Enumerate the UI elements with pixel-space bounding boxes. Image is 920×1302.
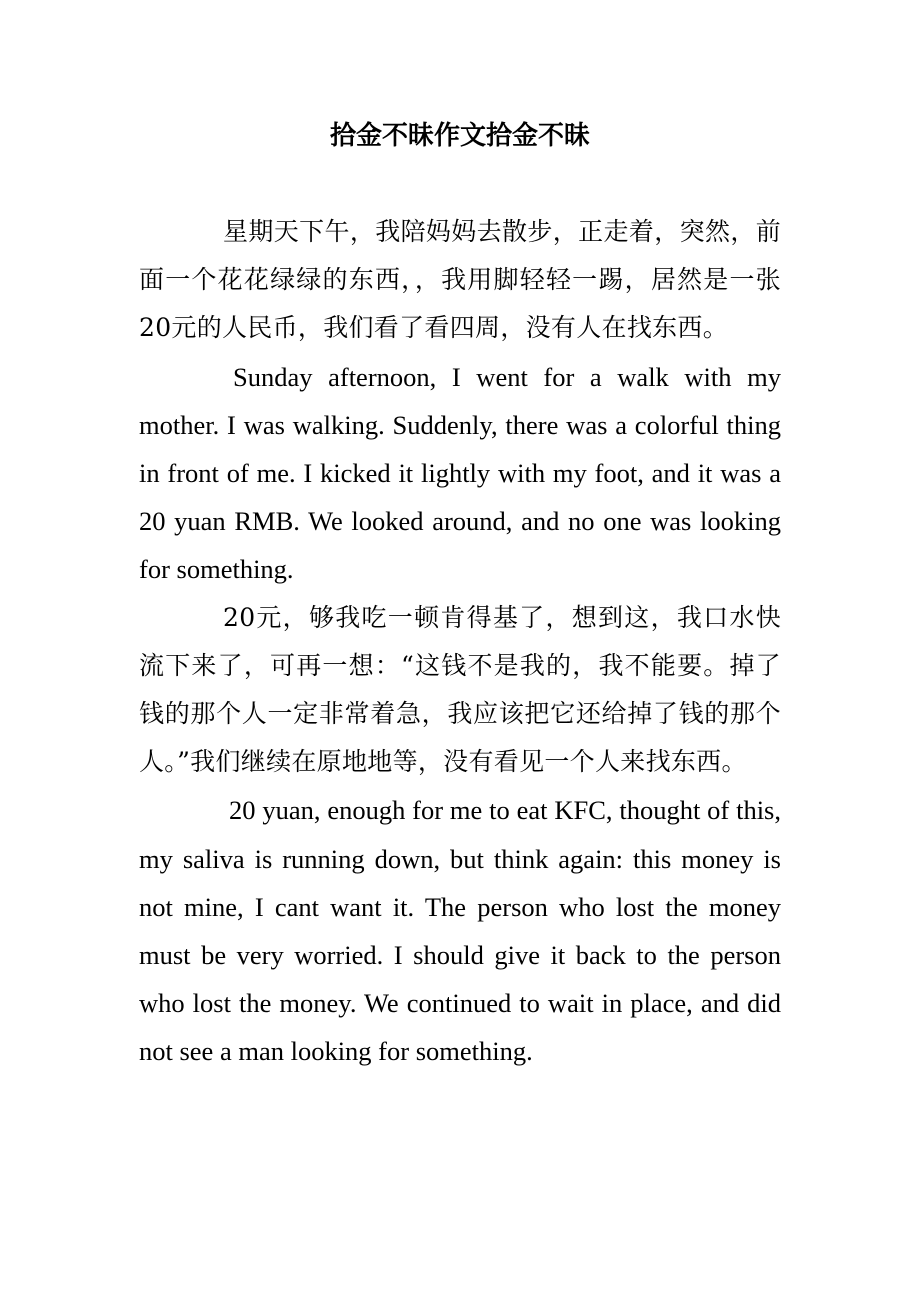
essay-body [139, 208, 781, 1076]
paragraph-en-2: 20 yuan, enough for me to eat KFC, thought of this, my saliva is running down, but think again: this money is not mine, I cant want it. The person who lost the money must be very worried. I should give it back to the person who lost the money. We continued to wait in place, and did not see a man looking for something. [139, 795, 781, 1067]
paragraph-en-1: Sunday afternoon, I went for a walk with my mother. I was walking. Suddenly, there was a colorful thing in front of me. I kicked it lightly with my foot, and it was a 20 yuan RMB. We looked around, and no one was looking for something. [139, 361, 781, 585]
page-title: 拾金不昧作文拾金不昧 [329, 121, 590, 151]
paragraph-zh-2: 20元，够我吃一顿肯得基了，想到这，我口水快流下来了，可再一想：“这钱不是我的，我不能要。掉了钱的那个人一定非常着急，我应该把它还给掉了钱的那个人。”我们继续在原地地等，没有看见一个人来找东西。 [139, 602, 781, 777]
paragraph-zh-1: 星期天下午，我陪妈妈去散步，正走着，突然，前面一个花花绿绿的东西，，我用脚轻轻一踢，居然是一张20元的人民币，我们看了看四周，没有人在找东西。 [139, 217, 781, 343]
